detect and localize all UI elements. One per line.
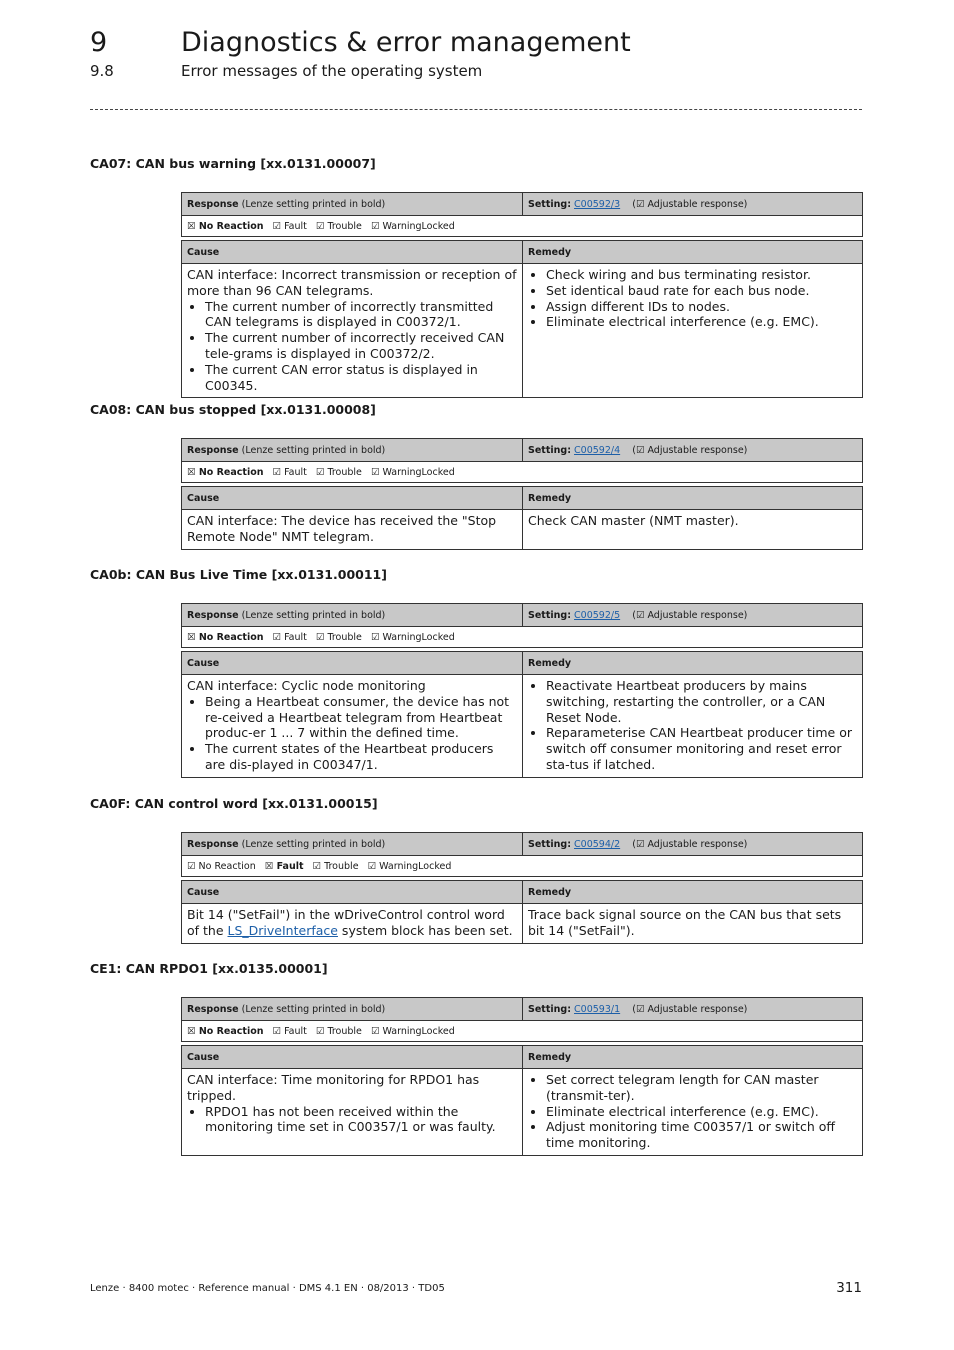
error-heading-ca08: CA08: CAN bus stopped [xx.0131.00008] xyxy=(90,402,376,417)
remedy-bullet: • Eliminate electrical interference (e.g. EMC). xyxy=(546,1104,857,1120)
cause-remedy-table-ca08 xyxy=(181,486,863,550)
ls-driveinterface-link[interactable]: LS_DriveInterface xyxy=(227,922,338,938)
error-heading-ca0f: CA0F: CAN control word [xx.0131.00015] xyxy=(90,796,378,811)
remedy-cell: Check CAN master (NMT master). xyxy=(523,510,863,550)
page-number: 311 xyxy=(836,1280,862,1296)
remedy-bullet: • Set identical baud rate for each bus node. xyxy=(546,283,857,299)
response-note: (Lenze setting printed in bold) xyxy=(241,444,386,456)
cause-header: Cause xyxy=(182,652,523,675)
remedy-bullet: • Adjust monitoring time C00357/1 or switch off time monitoring. xyxy=(546,1119,857,1151)
error-heading-ca0b: CA0b: CAN Bus Live Time [xx.0131.00011] xyxy=(90,567,387,582)
remedy-cell xyxy=(523,675,863,778)
adjustable-note: (☑ Adjustable response) xyxy=(632,444,748,456)
cause-header: Cause xyxy=(182,241,523,264)
section-title: Error messages of the operating system xyxy=(181,62,483,80)
option-warning-locked: ☑ WarningLocked xyxy=(370,631,455,643)
remedy-bullet: • Reactivate Heartbeat producers by mains switching, restarting the controller, or a CAN Reset Node. xyxy=(546,678,857,725)
setting-label: Setting: xyxy=(528,1003,571,1015)
option-fault: ☒ Fault xyxy=(264,860,304,872)
response-note: (Lenze setting printed in bold) xyxy=(241,838,386,850)
cause-remedy-table-ca0f xyxy=(181,880,863,944)
remedy-header: Remedy xyxy=(523,881,863,904)
cause-cell: CAN interface: The device has received the "Stop Remote Node" NMT telegram. xyxy=(182,510,523,550)
setting-link[interactable]: C00592/5 xyxy=(574,609,621,621)
remedy-header: Remedy xyxy=(523,241,863,264)
response-note: (Lenze setting printed in bold) xyxy=(241,1003,386,1015)
cause-text: system block has been set. xyxy=(337,922,513,938)
adjustable-note: (☑ Adjustable response) xyxy=(632,1003,748,1015)
cause-remedy-table-ca07 xyxy=(181,240,863,398)
remedy-cell xyxy=(523,264,863,398)
response-note: (Lenze setting printed in bold) xyxy=(241,198,386,210)
option-warning-locked: ☑ WarningLocked xyxy=(370,1025,455,1037)
cause-cell xyxy=(182,264,523,398)
error-heading-ce1: CE1: CAN RPDO1 [xx.0135.00001] xyxy=(90,961,328,976)
remedy-header: Remedy xyxy=(523,487,863,510)
adjustable-note: (☑ Adjustable response) xyxy=(632,198,748,210)
option-trouble: ☑ Trouble xyxy=(315,220,362,232)
response-label: Response xyxy=(187,609,239,621)
response-table-ca08 xyxy=(181,438,863,483)
remedy-bullet: • Reparameterise CAN Heartbeat producer time or switch off consumer monitoring and reset error sta-tus if latched. xyxy=(546,725,857,772)
option-trouble: ☑ Trouble xyxy=(315,1025,362,1037)
setting-label: Setting: xyxy=(528,609,571,621)
cause-bullet: • The current number of incorrectly received CAN tele-grams is displayed in C00372/2. xyxy=(205,330,517,362)
footer-text: Lenze · 8400 motec · Reference manual · DMS 4.1 EN · 08/2013 · TD05 xyxy=(90,1283,445,1294)
cause-text: Bit 14 ("SetFail") in the wDriveControl control word of the xyxy=(187,907,505,938)
chapter-number: 9 xyxy=(90,27,108,58)
option-no-reaction: ☒ No Reaction xyxy=(187,220,264,232)
option-fault: ☑ Fault xyxy=(272,631,307,643)
setting-link[interactable]: C00592/4 xyxy=(574,444,621,456)
cause-bullet: • The current states of the Heartbeat producers are dis-played in C00347/1. xyxy=(205,741,517,773)
response-note: (Lenze setting printed in bold) xyxy=(241,609,386,621)
cause-header: Cause xyxy=(182,487,523,510)
adjustable-note: (☑ Adjustable response) xyxy=(632,838,748,850)
option-trouble: ☑ Trouble xyxy=(315,631,362,643)
option-fault: ☑ Fault xyxy=(272,220,307,232)
option-no-reaction: ☒ No Reaction xyxy=(187,466,264,478)
response-label: Response xyxy=(187,838,239,850)
remedy-bullet: • Eliminate electrical interference (e.g. EMC). xyxy=(546,314,857,330)
option-no-reaction: ☒ No Reaction xyxy=(187,1025,264,1037)
option-trouble: ☑ Trouble xyxy=(315,466,362,478)
cause-remedy-table-ca0b xyxy=(181,651,863,778)
option-trouble: ☑ Trouble xyxy=(312,860,359,872)
setting-link[interactable]: C00594/2 xyxy=(574,838,621,850)
setting-link[interactable]: C00592/3 xyxy=(574,198,621,210)
cause-bullet: • The current CAN error status is displayed in C00345. xyxy=(205,362,517,394)
remedy-cell: Trace back signal source on the CAN bus that sets bit 14 ("SetFail"). xyxy=(523,904,863,944)
cause-bullet: • The current number of incorrectly transmitted CAN telegrams is displayed in C00372/1. xyxy=(205,299,517,331)
response-label: Response xyxy=(187,1003,239,1015)
response-table-ca0b xyxy=(181,603,863,648)
setting-label: Setting: xyxy=(528,838,571,850)
response-label: Response xyxy=(187,198,239,210)
option-no-reaction: ☒ No Reaction xyxy=(187,631,264,643)
cause-cell xyxy=(182,1069,523,1156)
chapter-title: Diagnostics & error management xyxy=(181,27,631,58)
cause-bullet: • Being a Heartbeat consumer, the device has not re-ceived a Heartbeat telegram from Heartbeat produc-er 1 ... 7 within the defined time. xyxy=(205,694,517,741)
option-fault: ☑ Fault xyxy=(272,466,307,478)
response-table-ca0f xyxy=(181,832,863,877)
cause-intro: CAN interface: Incorrect transmission or reception of more than 96 CAN telegrams. xyxy=(187,267,517,298)
cause-intro: CAN interface: Cyclic node monitoring xyxy=(187,678,426,693)
header-divider xyxy=(90,109,862,110)
remedy-bullet: • Set correct telegram length for CAN master (transmit-ter). xyxy=(546,1072,857,1104)
option-fault: ☑ Fault xyxy=(272,1025,307,1037)
cause-header: Cause xyxy=(182,881,523,904)
option-warning-locked: ☑ WarningLocked xyxy=(370,466,455,478)
section-number: 9.8 xyxy=(90,62,114,80)
cause-cell xyxy=(182,904,523,944)
cause-cell xyxy=(182,675,523,778)
setting-link[interactable]: C00593/1 xyxy=(574,1003,621,1015)
response-label: Response xyxy=(187,444,239,456)
cause-header: Cause xyxy=(182,1046,523,1069)
remedy-header: Remedy xyxy=(523,1046,863,1069)
option-no-reaction: ☑ No Reaction xyxy=(187,860,256,872)
option-warning-locked: ☑ WarningLocked xyxy=(367,860,452,872)
response-table-ce1 xyxy=(181,997,863,1042)
cause-bullet: • RPDO1 has not been received within the monitoring time set in C00357/1 or was faulty. xyxy=(205,1104,517,1136)
setting-label: Setting: xyxy=(528,444,571,456)
remedy-cell xyxy=(523,1069,863,1156)
cause-remedy-table-ce1 xyxy=(181,1045,863,1156)
remedy-header: Remedy xyxy=(523,652,863,675)
setting-label: Setting: xyxy=(528,198,571,210)
cause-intro: CAN interface: Time monitoring for RPDO1 has tripped. xyxy=(187,1072,480,1103)
adjustable-note: (☑ Adjustable response) xyxy=(632,609,748,621)
response-table-ca07 xyxy=(181,192,863,237)
remedy-bullet: • Assign different IDs to nodes. xyxy=(546,299,857,315)
remedy-bullet: • Check wiring and bus terminating resistor. xyxy=(546,267,857,283)
error-heading-ca07: CA07: CAN bus warning [xx.0131.00007] xyxy=(90,156,376,171)
option-warning-locked: ☑ WarningLocked xyxy=(370,220,455,232)
